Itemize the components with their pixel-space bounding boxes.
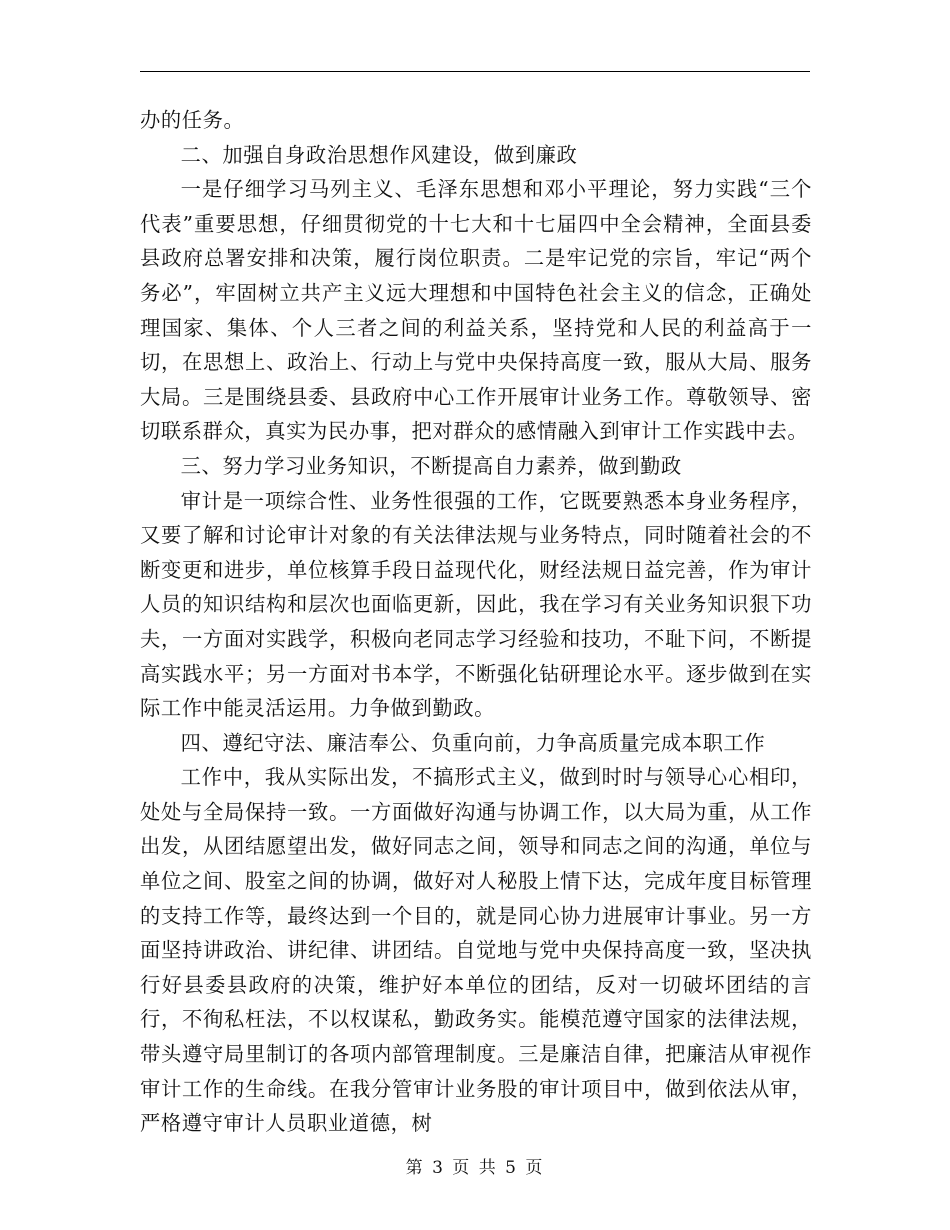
paragraph: 一是仔细学习马列主义、毛泽东思想和邓小平理论，努力实践“三个代表”重要思想，仔细贯彻党的十七大和十七届四中全会精神，全面县委县政府总署安排和决策，履行岗位职责。二是牢记党的宗旨，牢记“两个务必”，牢固树立共产主义远大理想和中国特色社会主义的信念，正确处理国家、集体、个人三者之间的利益关系，坚持党和人民的利益高于一切，在思想上、政治上、行动上与党中央保持高度一致，服从大局、服务大局。三是围绕县委、县政府中心工作开展审计业务工作。尊敬领导、密切联系群众，真实为民办事，把对群众的感情融入到审计工作实践中去。 [140, 177, 812, 444]
header-rule [140, 71, 810, 72]
paragraph: 工作中，我从实际出发，不搞形式主义，做到时时与领导心心相印，处处与全局保持一致。一方面做好沟通与协调工作，以大局为重，从工作出发，从团结愿望出发，做好同志之间，领导和同志之间的沟通，单位与单位之间、股室之间的协调，做好对人秘股上情下达，完成年度目标管理的支持工作等，最终达到一个目的，就是同心协力进展审计事业。另一方面坚持讲政治、讲纪律、讲团结。自觉地与党中央保持高度一致，坚决执行好县委县政府的决策，维护好本单位的团结，反对一切破坏团结的言行，不徇私枉法，不以权谋私，勤政务实。能模范遵守国家的法律法规，带头遵守局里制订的各项内部管理制度。三是廉洁自律，把廉洁从审视作审计工作的生命线。在我分管审计业务股的审计项目中，做到依法从审，严格遵守审计人员职业道德，树 [140, 765, 812, 1136]
paragraph: 审计是一项综合性、业务性很强的工作，它既要熟悉本身业务程序，又要了解和讨论审计对象的有关法律法规与业务特点，同时随着社会的不断变更和进步，单位核算手段日益现代化，财经法规日益完善，作为审计人员的知识结构和层次也面临更新，因此，我在学习有关业务知识狠下功夫，一方面对实践学，积极向老同志学习经验和技功，不耻下问，不断提高实践水平；另一方面对书本学，不断强化钻研理论水平。逐步做到在实际工作中能灵活运用。力争做到勤政。 [140, 488, 812, 721]
page-number: 第 3 页 共 5 页 [405, 1158, 545, 1178]
paragraph: 办的任务。 [140, 108, 245, 132]
document-body [140, 103, 812, 1141]
section-heading: 三、努力学习业务知识，不断提高自力素养，做到勤政 [180, 453, 682, 478]
section-heading: 四、遵纪守法、廉洁奉公、负重向前，力争高质量完成本职工作 [180, 730, 766, 755]
section-heading: 二、加强自身政治思想作风建设，做到廉政 [180, 142, 578, 167]
